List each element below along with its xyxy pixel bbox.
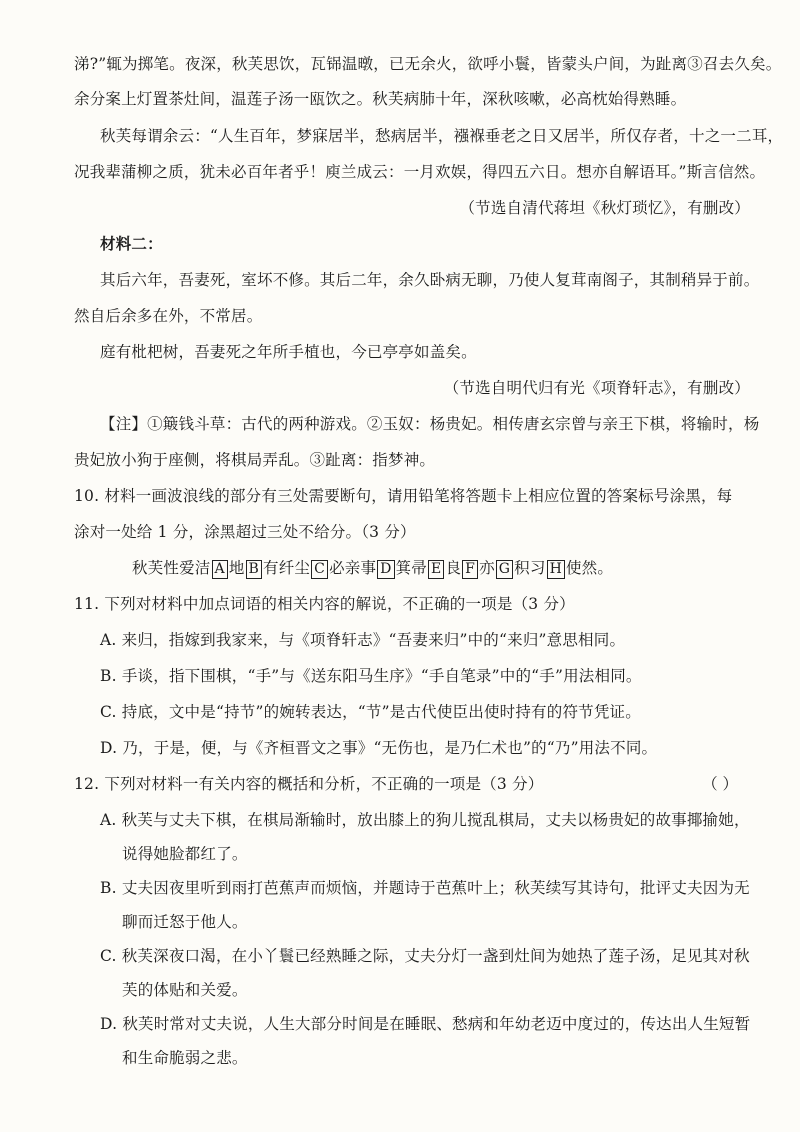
text-line: 秋芙每谓余云：“人生百年，梦寐居半，愁病居半，襁褓垂老之日又居半，所仅存者，十之一二耳， bbox=[100, 127, 784, 145]
text-line: 余分案上灯置茶灶间，温莲子汤一瓯饮之。秋芙病肺十年，深秋咳嗽，必高枕始得熟睡。 bbox=[74, 90, 687, 108]
q10-mark[interactable]: E bbox=[428, 560, 444, 579]
q11-option-b: B. 手谈，指下围棋，“手”与《送东阳马生序》“手自笔录”中的“手”用法相同。 bbox=[100, 667, 642, 685]
q12-stem bbox=[74, 772, 754, 794]
q12-option-d: D. 秋芙时常对丈夫说，人生大部分时间是在睡眠、愁病和年幼老迈中度过的，传达出人生短暂 bbox=[100, 1015, 751, 1033]
q10-sentence bbox=[132, 556, 754, 579]
text-line: 况我辈蒲柳之质，犹未必百年者乎！庾兰成云：一月欢娱，得四五六日。想亦自解语耳。”斯言信然。 bbox=[74, 163, 766, 181]
q10-mark[interactable]: A bbox=[212, 560, 228, 579]
q12-option-d-cont: 和生命脆弱之悲。 bbox=[122, 1049, 248, 1067]
q10-seg: 秋芙性爱洁 bbox=[132, 559, 211, 577]
q12-option-a: A. 秋芙与丈夫下棋，在棋局渐输时，放出膝上的狗儿搅乱棋局，丈夫以杨贵妃的故事揶揄她， bbox=[100, 811, 750, 829]
q10-mark[interactable]: C bbox=[311, 560, 328, 579]
annotation-line: 贵妃放小狗于座侧，将棋局弄乱。③趾离：指梦神。 bbox=[74, 451, 436, 469]
q12-option-b-cont: 聊而迁怒于他人。 bbox=[122, 913, 248, 931]
q10-mark[interactable]: G bbox=[496, 560, 513, 579]
q11-option-d: D. 乃，于是，便，与《齐桓晋文之事》“无伤也，是乃仁术也”的“乃”用法不同。 bbox=[100, 739, 658, 757]
q10-mark[interactable]: B bbox=[246, 560, 263, 579]
q10-seg: 使然。 bbox=[565, 559, 614, 577]
q11-stem: 11. 下列对材料中加点词语的相关内容的解说，不正确的一项是（3 分） bbox=[74, 595, 575, 613]
text-line: 其后六年，吾妻死，室坏不修。其后二年，余久卧病无聊，乃使人复茸南阁子，其制稍异于前。 bbox=[100, 271, 760, 289]
q10-seg: 良 bbox=[445, 559, 462, 577]
q10-seg: 有纤尘 bbox=[263, 559, 311, 577]
q12-option-b: B. 丈夫因夜里听到雨打芭蕉声而烦恼，并题诗于芭蕉叶上；秋芙续写其诗句，批评丈夫因为无 bbox=[100, 879, 750, 897]
q10-seg: 亦 bbox=[479, 559, 495, 577]
text-line: 然自后余多在外，不常居。 bbox=[74, 307, 263, 325]
q11-option-c: C. 持底，文中是“持节”的婉转表达，“节”是古代使臣出使时持有的符节凭证。 bbox=[100, 703, 641, 721]
q10-stem: 涂对一处给 1 分，涂黑超过三处不给分。（3 分） bbox=[74, 523, 416, 541]
q12-option-c: C. 秋芙深夜口渴，在小丫鬟已经熟睡之际，丈夫分灯一盏到灶间为她热了莲子汤，足见其对秋 bbox=[100, 947, 750, 965]
q10-seg: 地 bbox=[228, 559, 245, 577]
source-note-1: （节选自清代蒋坦《秋灯琐忆》，有删改） bbox=[459, 199, 750, 217]
q10-mark[interactable]: F bbox=[462, 560, 478, 579]
q10-seg: 必亲事 bbox=[329, 559, 377, 577]
q10-mark[interactable]: D bbox=[377, 560, 394, 579]
q10-seg: 积习 bbox=[514, 559, 546, 577]
q12-option-c-cont: 芙的体贴和关爱。 bbox=[122, 981, 248, 999]
material-two-heading: 材料二： bbox=[100, 234, 163, 253]
annotation-line: 【注】①簸钱斗草：古代的两种游戏。②玉奴：杨贵妃。相传唐玄宗曾与亲王下棋，将输时，杨 bbox=[100, 415, 760, 433]
text-line: 涕?”辄为掷笔。夜深，秋芙思饮，瓦铞温暾，已无余火，欲呼小鬟，皆蒙头户间，为趾离③召去久矣。 bbox=[74, 55, 782, 73]
q12-stem-text: 12. 下列对材料一有关内容的概括和分析，不正确的一项是（3 分） bbox=[74, 775, 544, 793]
q10-seg: 箕帚 bbox=[395, 559, 428, 577]
text-line: 庭有枇杷树，吾妻死之年所手植也，今已亭亭如盖矣。 bbox=[100, 343, 477, 361]
source-note-2: （节选自明代归有光《项脊轩志》，有删改） bbox=[443, 379, 750, 397]
q12-answer-paren[interactable]: （ ） bbox=[702, 775, 738, 793]
q10-mark[interactable]: H bbox=[547, 560, 565, 579]
q12-option-a-cont: 说得她脸都红了。 bbox=[122, 845, 248, 863]
q11-option-a: A. 来归，指嫁到我家来，与《项脊轩志》“吾妻来归”中的“来归”意思相同。 bbox=[100, 631, 626, 649]
q10-stem: 10. 材料一画波浪线的部分有三处需要断句，请用铅笔将答题卡上相应位置的答案标号涂黑，每 bbox=[74, 487, 733, 505]
